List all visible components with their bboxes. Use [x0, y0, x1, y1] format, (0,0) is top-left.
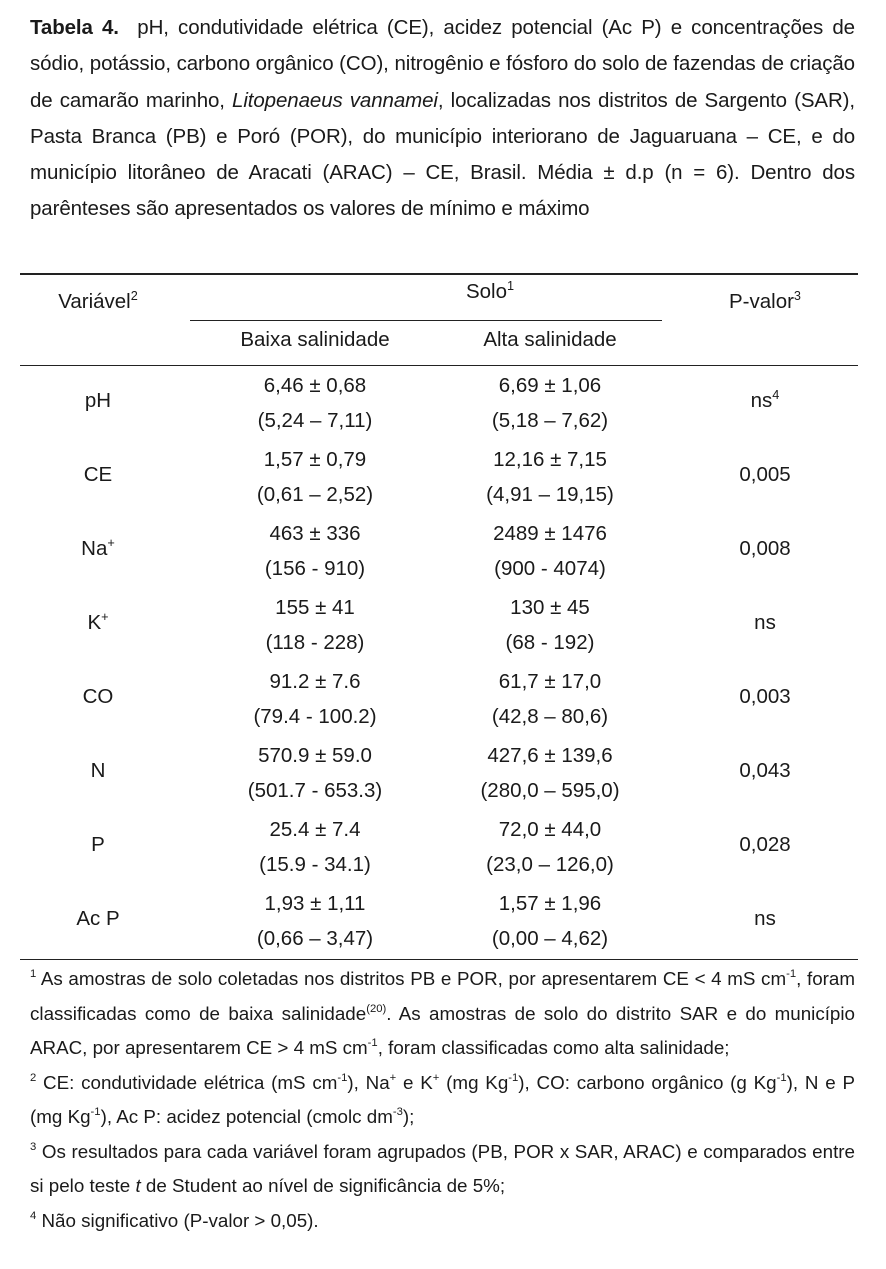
low-range: (156 - 910) [264, 557, 366, 580]
row-variable: pH [84, 389, 112, 412]
low-mean: 1,57 ± 0,79 [263, 448, 367, 471]
high-range: (280,0 – 595,0) [480, 779, 620, 802]
row-variable: Ac P [76, 907, 120, 930]
low-salinity-cell [200, 664, 430, 734]
low-mean: 25.4 ± 7.4 [269, 818, 361, 841]
low-range: (501.7 - 653.3) [247, 779, 383, 802]
row-variable: CE [83, 463, 113, 486]
header-variable: Variável$^2$ [58, 287, 138, 313]
low-range: (0,61 – 2,52) [256, 483, 374, 506]
table-row [0, 589, 886, 663]
header-high-salinity: Alta salinidade [483, 328, 617, 351]
header-bottom-rule [20, 365, 858, 366]
table-row [0, 441, 886, 515]
header-pvalue: P-valor$^3$ [728, 287, 801, 313]
row-variable: K+ [87, 608, 109, 634]
high-salinity-cell [430, 738, 670, 808]
high-range: (42,8 – 80,6) [491, 705, 609, 728]
row-variable: Na+ [81, 534, 115, 560]
high-salinity-cell [430, 590, 670, 660]
high-mean: 6,69 ± 1,06 [498, 374, 602, 397]
high-salinity-cell [430, 664, 670, 734]
high-mean: 72,0 ± 44,0 [498, 818, 602, 841]
header-low-salinity: Baixa salinidade [240, 328, 390, 351]
low-salinity-cell [200, 738, 430, 808]
low-mean: 6,46 ± 0,68 [263, 374, 367, 397]
high-salinity-cell [430, 368, 670, 438]
row-variable: P [91, 833, 105, 856]
row-variable: CO [82, 685, 114, 708]
high-salinity-cell [430, 516, 670, 586]
soil-span-rule [190, 320, 662, 321]
table-footnotes [30, 962, 855, 1238]
table-bottom-rule [20, 959, 858, 960]
low-salinity-cell [200, 812, 430, 882]
low-range: (5,24 – 7,11) [257, 409, 373, 432]
high-range: (5,18 – 7,62) [491, 409, 609, 432]
footnote-3: $^3$ Os resultados para cada variável foram agrupados (PB, POR x SAR, ARAC) e comparados entre si pelo teste t de Student ao nível de significância de 5%; [30, 1140, 855, 1196]
high-range: (900 - 4074) [494, 557, 606, 580]
row-pvalue: 0,043 [739, 759, 791, 782]
low-salinity-cell [200, 442, 430, 512]
low-mean: 155 ± 41 [275, 596, 355, 619]
low-range: (0,66 – 3,47) [256, 927, 374, 950]
high-range: (68 - 192) [505, 631, 595, 654]
low-mean: 1,93 ± 1,11 [264, 892, 366, 915]
high-mean: 427,6 ± 139,6 [487, 744, 613, 767]
footnote-4: $^4$ Não significativo (P-valor > 0,05). [30, 1209, 319, 1231]
low-salinity-cell [200, 516, 430, 586]
high-mean: 61,7 ± 17,0 [498, 670, 602, 693]
header-soil: Solo$^1$ [465, 277, 515, 303]
table-row [0, 515, 886, 589]
row-pvalue: 0,003 [739, 685, 791, 708]
table-caption [30, 10, 855, 228]
high-salinity-cell [430, 812, 670, 882]
low-mean: 91.2 ± 7.6 [269, 670, 361, 693]
footnote-2: $^2$ CE: condutividade elétrica (mS $cm^{-1}$), Na+ e K+ (mg $Kg^{-1}$), CO: carbono orgânico (g $Kg^{-1}$), N e P (mg $Kg^{-1}$), Ac P: acidez potencial (cmolc $dm^{-3}$); [30, 1071, 855, 1127]
high-mean: 1,57 ± 1,96 [498, 892, 602, 915]
table-label: Tabela 4. [30, 16, 119, 39]
low-range: (79.4 - 100.2) [253, 705, 377, 728]
row-pvalue: ns [754, 907, 776, 930]
table-row [0, 663, 886, 737]
high-salinity-cell [430, 886, 670, 956]
species-name: Litopenaeus vannamei [232, 88, 438, 112]
row-pvalue: 0,008 [739, 537, 791, 560]
high-range: (0,00 – 4,62) [491, 927, 609, 950]
row-pvalue: ns [754, 611, 776, 634]
low-range: (15.9 - 34.1) [259, 853, 371, 876]
high-mean: 12,16 ± 7,15 [493, 448, 607, 471]
high-range: (23,0 – 126,0) [486, 853, 614, 876]
low-salinity-cell [200, 886, 430, 956]
row-pvalue: 0,028 [739, 833, 791, 856]
table-top-rule [20, 273, 858, 275]
high-range: (4,91 – 19,15) [486, 483, 614, 506]
table-row [0, 885, 886, 959]
row-variable: N [90, 759, 106, 782]
table-body [0, 367, 886, 959]
high-mean: 2489 ± 1476 [493, 522, 607, 545]
high-salinity-cell [430, 442, 670, 512]
table-row [0, 737, 886, 811]
low-mean: 570.9 ± 59.0 [258, 744, 372, 767]
high-mean: 130 ± 45 [510, 596, 590, 619]
caption-text: pH, condutividade elétrica (CE), acidez potencial (Ac P) e concentrações de sódio, potássio, carbono orgânico (CO), nitrogênio e fósforo do solo de fazendas de criação de camarão marinho, [30, 16, 855, 112]
low-salinity-cell [200, 590, 430, 660]
row-pvalue: $ns^4$ [750, 386, 780, 412]
low-salinity-cell [200, 368, 430, 438]
low-mean: 463 ± 336 [269, 522, 361, 545]
footnote-1: $^1$ As amostras de solo coletadas nos distritos PB e POR, por apresentarem CE < 4 mS $cm^{-1}$, foram classificadas como de baixa salinidade$^{(20)}$. As amostras de solo do distrito SAR e do município ARAC, por apresentarem CE > 4 mS $cm^{-1}$, foram classificadas como alta salinidade; [30, 968, 856, 1058]
row-pvalue: 0,005 [739, 463, 791, 486]
low-range: (118 - 228) [265, 631, 365, 654]
caption-text-end: , localizadas nos distritos de Sargento (SAR), Pasta Branca (PB) e Poró (POR), do município interiorano de Jaguaruana – CE, e do município litorâneo de Aracati (ARAC) – CE, Brasil. Média ± d.p (n = 6). Dentro dos parênteses são apresentados os valores de mínimo e máximo [30, 88, 856, 221]
table-row [0, 811, 886, 885]
table-row [0, 367, 886, 441]
